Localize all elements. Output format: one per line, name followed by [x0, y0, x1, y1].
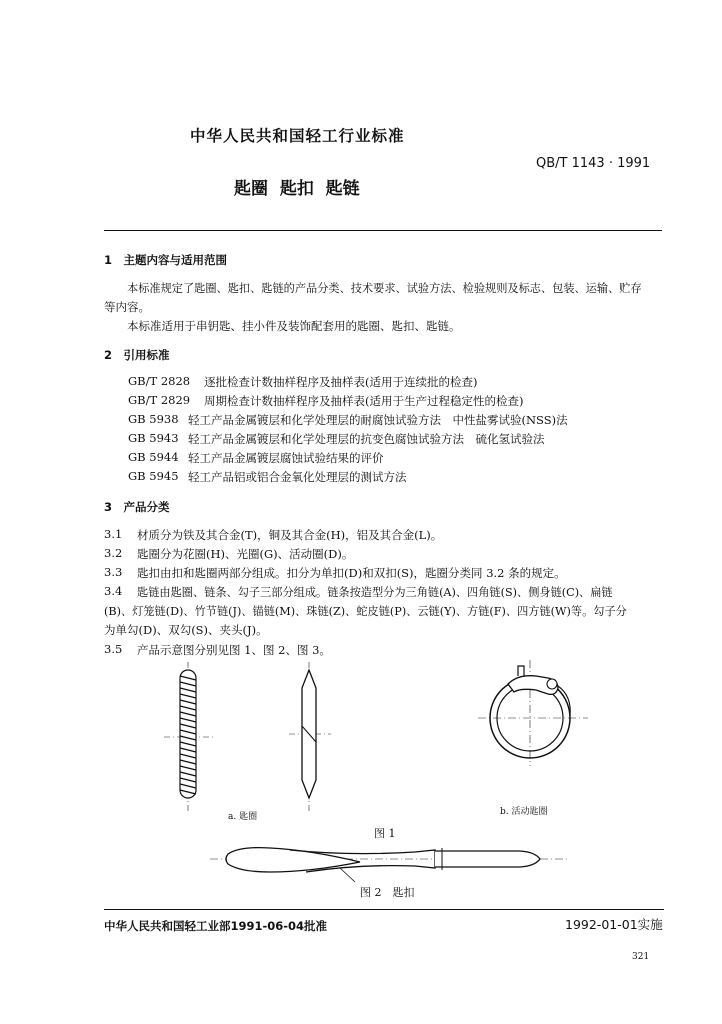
figure-1a-caption: a. 匙圈	[228, 812, 258, 822]
reference-title: 轻工产品铝或铝合金氧化处理层的测试方法	[188, 470, 407, 484]
effective-date: 1992-01-01实施	[565, 917, 663, 932]
item-3-4-line-2: (B)、灯笼链(D)、竹节链(J)、锚链(M)、珠链(Z)、蛇皮链(P)、云链(Y)、方链(F)、四方链(W)等。勾子分	[104, 605, 627, 618]
footer-rule	[104, 909, 664, 910]
page-number: 321	[632, 952, 650, 962]
standard-number: QB/T 1143 · 1991	[536, 156, 651, 171]
reference-title: 轻工产品金属镀层和化学处理层的抗变色腐蚀试验方法 硫化氢试验法	[188, 432, 545, 446]
figure-1-label: 图 1	[374, 827, 396, 840]
section-3-heading: 3 产品分类	[104, 500, 170, 514]
item-number: 3.5	[104, 642, 123, 656]
item-text: 匙链由匙圈、链条、勾子三部分组成。链条按造型分为三角链(A)、四角链(S)、侧身链(C)、扁链	[137, 586, 613, 599]
movable-key-ring-figure	[478, 656, 588, 766]
key-ring-side-view-figure	[160, 662, 220, 812]
section-1-paragraph-1-line-1: 本标准规定了匙圈、匙扣、匙链的产品分类、技术要求、试验方法、检验规则及标志、包装、运输、贮存	[127, 282, 642, 295]
clasp-hinge	[547, 679, 557, 689]
item-3-4-line-3: 为单勾(D)、双勾(S)、夹头(J)。	[104, 623, 268, 637]
item-text: 材质分为铁及其合金(T)，铜及其合金(H)，铝及其合金(L)。	[137, 528, 443, 542]
plain-ring-side-view-figure	[285, 662, 335, 812]
reference-code: GB 5943	[128, 431, 179, 445]
item-text: 匙圈分为花圈(H)、光圈(G)、活动圈(D)。	[137, 547, 354, 561]
item-text: 匙扣由扣和匙圈两部分组成。扣分为单扣(D)和双扣(S)，匙圈分类同 3.2 条的规定。	[137, 566, 566, 580]
item-number: 3.4	[104, 584, 123, 598]
item-text: 产品示意图分别见图 1、图 2、图 3。	[137, 643, 331, 657]
key-clasp-figure	[210, 838, 570, 886]
item-number: 3.2	[104, 546, 123, 560]
reference-title: 逐批检查计数抽样程序及抽样表(适用于连续批的检查)	[204, 375, 478, 389]
leader-line	[340, 868, 355, 882]
reference-code: GB/T 2828	[128, 374, 191, 388]
section-1-heading: 1 主题内容与适用范围	[104, 253, 228, 267]
reference-code: GB 5945	[128, 469, 179, 483]
reference-code: GB 5944	[128, 450, 179, 464]
reference-title: 周期检查计数抽样程序及抽样表(适用于生产过程稳定性的检查)	[204, 394, 524, 408]
reference-title: 轻工产品金属镀层和化学处理层的耐腐蚀试验方法 中性盐雾试验(NSS)法	[188, 413, 568, 427]
ministry-title: 中华人民共和国轻工行业标准	[190, 127, 405, 145]
clasp-pin	[435, 851, 540, 867]
reference-title: 轻工产品金属镀层腐蚀试验结果的评价	[188, 451, 384, 465]
section-1-paragraph-2: 本标准适用于串钥匙、挂小件及装饰配套用的匙圈、匙扣、匙链。	[127, 319, 461, 333]
reference-code: GB/T 2829	[128, 393, 191, 407]
header-rule	[104, 230, 662, 231]
section-1-paragraph-1-line-2: 等内容。	[104, 300, 150, 314]
item-number: 3.1	[104, 527, 123, 541]
approval-statement: 中华人民共和国轻工业部1991-06-04批准	[104, 919, 328, 933]
figure-2-label: 图 2 匙扣	[360, 886, 415, 899]
section-2-heading: 2 引用标准	[104, 348, 170, 362]
clasp-tab	[518, 666, 524, 676]
figure-1b-caption: b. 活动匙圈	[500, 807, 548, 817]
reference-code: GB 5938	[128, 412, 179, 426]
document-title: 匙圈 匙扣 匙链	[234, 179, 360, 199]
item-number: 3.3	[104, 565, 123, 579]
